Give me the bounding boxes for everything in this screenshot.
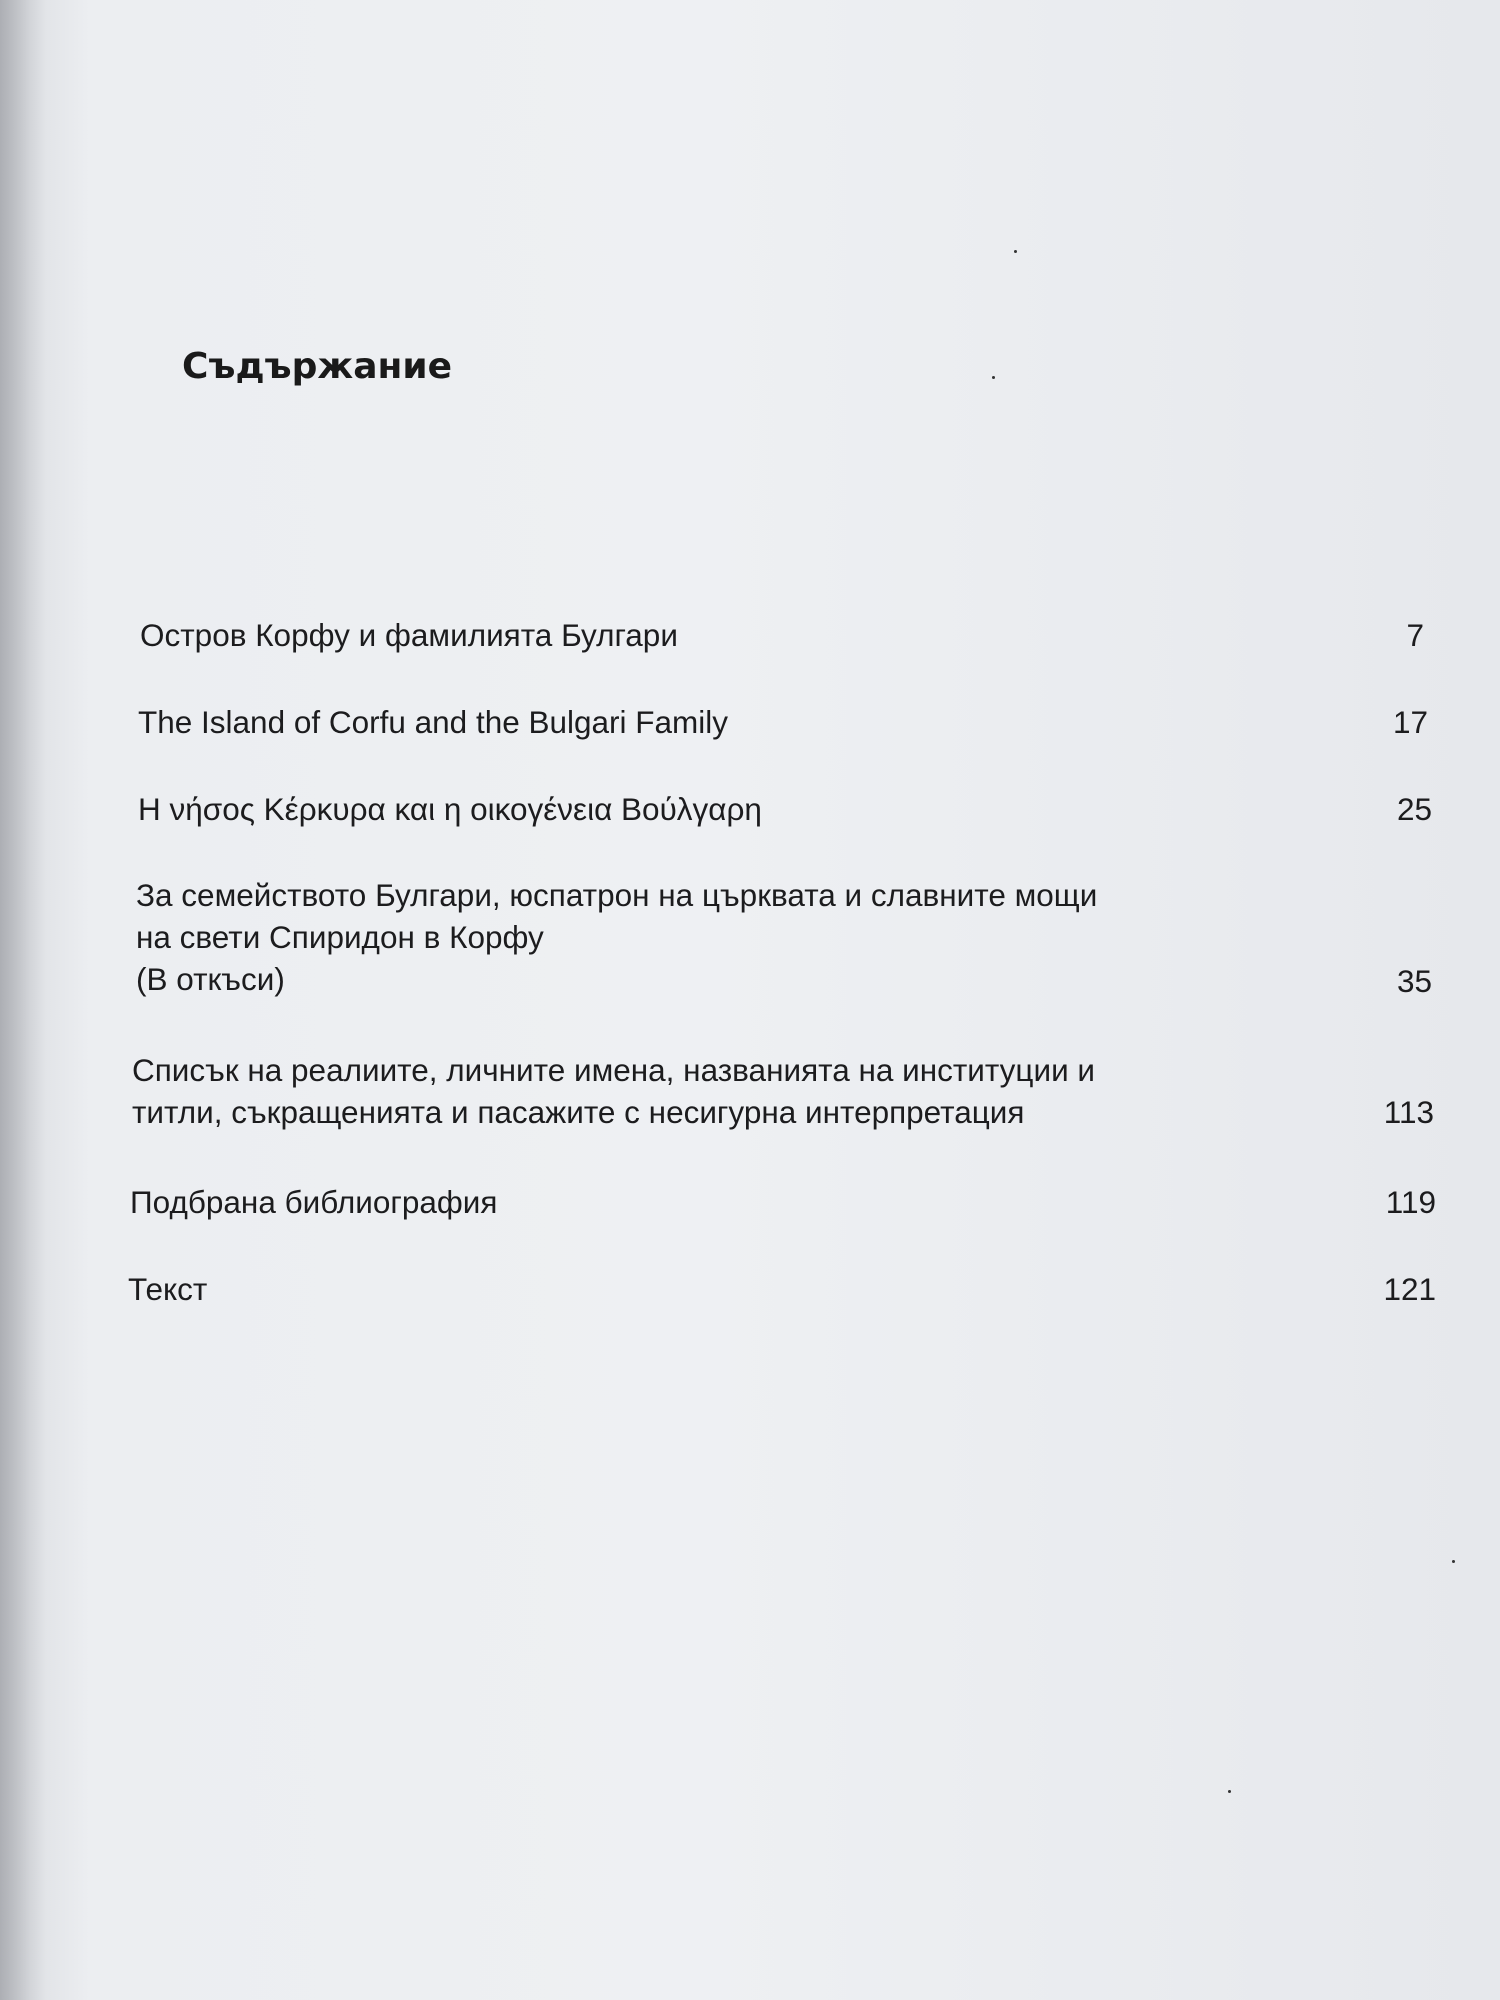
toc-entry-title-line: Η νήσος Κέρκυρα και η οικογένεια Βούλγαρη [138, 791, 762, 827]
toc-entry-page-number: 113 [1383, 1094, 1434, 1130]
paper-speck [1228, 1790, 1231, 1793]
toc-entry-page-number: 119 [1385, 1184, 1436, 1220]
toc-entry-title-line: Остров Корфу и фамилията Булгари [140, 617, 678, 653]
paper-speck [1014, 250, 1017, 253]
toc-entry-title [132, 1049, 1095, 1133]
toc-entry-page-number: 25 [1396, 791, 1432, 827]
toc-entry-title [136, 874, 1097, 1000]
toc-entry-title [140, 614, 678, 656]
toc-entry-page-number: 7 [1406, 617, 1424, 653]
toc-entry-title-line: на свети Спиридон в Корфу [136, 919, 544, 955]
toc-entry-title [130, 1181, 497, 1223]
toc-entry-title-line: The Island of Corfu and the Bulgari Family [138, 704, 729, 740]
paper-speck [1452, 1560, 1455, 1563]
toc-entry-page-number: 121 [1383, 1271, 1436, 1307]
toc-entry-page-number: 17 [1392, 704, 1428, 740]
toc-entry-title-line: титли, съкращенията и пасажите с несигурна интерпретация [132, 1094, 1025, 1130]
toc-entry-title-line: За семейството Булгари, юспатрон на църквата и славните мощи [136, 877, 1098, 913]
toc-heading: Съдържание [182, 346, 452, 387]
toc-entry-title-line: (В откъси) [136, 961, 285, 997]
paper-speck [992, 376, 995, 379]
toc-entry-title [138, 788, 762, 830]
toc-entry-title-line: Подбрана библиография [130, 1184, 498, 1220]
toc-entry-title-line: Текст [128, 1271, 208, 1307]
toc-entry-title-line: Списък на реалиите, личните имена, названията на институции и [132, 1052, 1096, 1088]
toc-entry-title [128, 1268, 207, 1310]
toc-entry-page-number: 35 [1396, 963, 1432, 999]
toc-entry-title [138, 701, 728, 743]
